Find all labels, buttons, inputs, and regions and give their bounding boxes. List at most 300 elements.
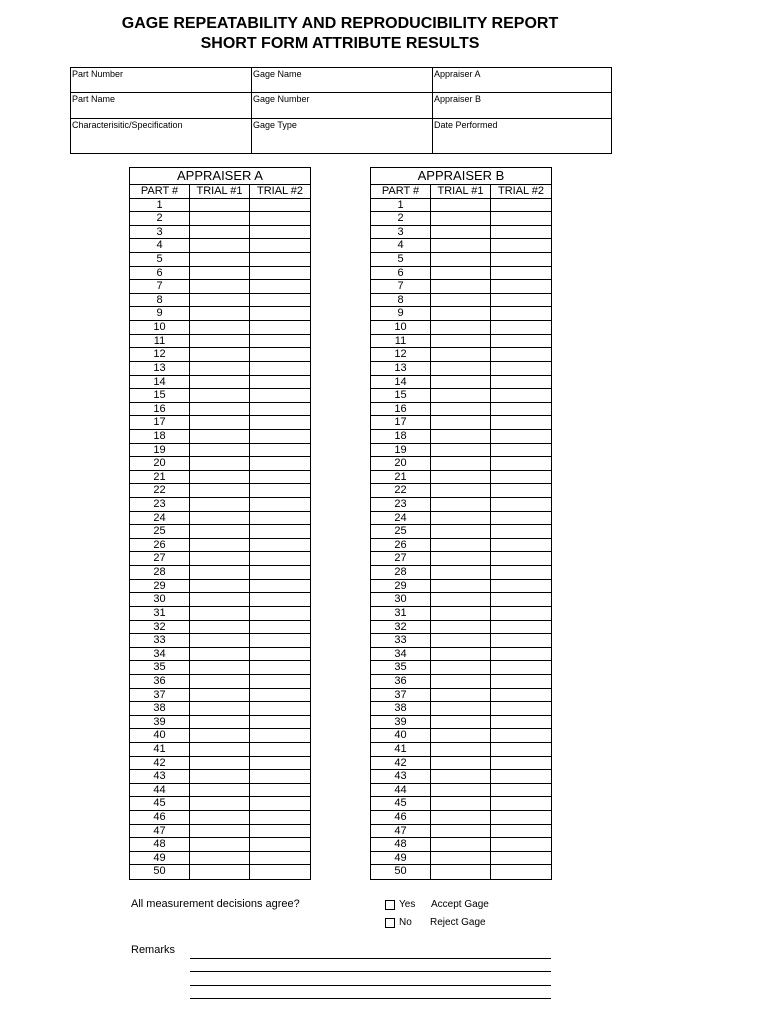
trial-2-cell[interactable] (250, 253, 310, 266)
trial-1-cell[interactable] (190, 825, 250, 838)
part-number-cell: 17 (371, 416, 431, 429)
no-label: No (399, 917, 412, 928)
appraiser-a-title: APPRAISER A (130, 168, 310, 185)
trial-2-cell[interactable] (491, 811, 551, 824)
gage-number-field[interactable]: Gage Number (252, 93, 433, 119)
trial-1-cell[interactable] (190, 362, 250, 375)
yes-checkbox[interactable] (385, 900, 395, 910)
date-performed-field[interactable]: Date Performed (434, 120, 498, 130)
table-row (130, 280, 310, 294)
trial-2-cell[interactable] (250, 580, 310, 593)
trial-1-cell[interactable] (190, 675, 250, 688)
trial-2-cell[interactable] (250, 689, 310, 702)
trial-1-cell[interactable] (431, 675, 491, 688)
remarks-line[interactable] (190, 998, 551, 999)
title-line-1: GAGE REPEATABILITY AND REPRODUCIBILITY REPORT (121, 15, 559, 32)
trial-1-cell[interactable] (190, 376, 250, 389)
trial-1-cell[interactable] (190, 403, 250, 416)
trial-1-cell[interactable] (190, 621, 250, 634)
trial-1-cell[interactable] (431, 362, 491, 375)
part-number-cell: 5 (371, 253, 431, 266)
part-number-cell: 32 (371, 621, 431, 634)
part-number-cell: 28 (130, 566, 190, 579)
trial-2-cell[interactable] (250, 212, 310, 225)
trial-1-cell[interactable] (190, 389, 250, 402)
table-row (130, 770, 310, 784)
trial-1-cell[interactable] (190, 607, 250, 620)
trial-1-cell[interactable] (431, 376, 491, 389)
table-row (130, 484, 310, 498)
trial-1-cell[interactable] (431, 239, 491, 252)
table-row (371, 253, 551, 267)
table-row (371, 403, 551, 417)
trial-1-cell[interactable] (431, 267, 491, 280)
trial-2-cell[interactable] (491, 267, 551, 280)
trial-2-cell[interactable] (250, 525, 310, 538)
trial-2-cell[interactable] (491, 430, 551, 443)
table-row (371, 716, 551, 730)
part-number-cell: 22 (130, 484, 190, 497)
part-number-cell: 9 (130, 307, 190, 320)
trial-2-cell[interactable] (250, 607, 310, 620)
table-row (130, 580, 310, 594)
trial-2-cell[interactable] (491, 212, 551, 225)
trial-2-cell[interactable] (250, 811, 310, 824)
part-number-cell: 31 (371, 607, 431, 620)
trial-1-cell[interactable] (190, 716, 250, 729)
table-row (371, 797, 551, 811)
part-number-cell: 1 (371, 199, 431, 212)
part-number-cell: 38 (371, 702, 431, 715)
trial-1-cell[interactable] (190, 512, 250, 525)
table-row (130, 389, 310, 403)
trial-2-cell[interactable] (250, 729, 310, 742)
trial-2-cell[interactable] (250, 770, 310, 783)
table-row (130, 552, 310, 566)
trial-2-cell[interactable] (250, 865, 310, 879)
trial-1-cell[interactable] (431, 525, 491, 538)
trial-1-cell[interactable] (431, 348, 491, 361)
table-row (130, 226, 310, 240)
trial-1-cell[interactable] (431, 321, 491, 334)
trial-1-cell[interactable] (190, 729, 250, 742)
trial-2-cell[interactable] (491, 471, 551, 484)
table-row (371, 729, 551, 743)
table-row (130, 757, 310, 771)
table-row (371, 471, 551, 485)
table-row (130, 566, 310, 580)
trial-1-cell[interactable] (190, 348, 250, 361)
trial-1-cell[interactable] (431, 770, 491, 783)
trial-1-cell[interactable] (431, 593, 491, 606)
trial-2-cell[interactable] (250, 498, 310, 511)
trial-1-cell[interactable] (190, 239, 250, 252)
part-number-cell: 1 (130, 199, 190, 212)
trial-2-cell[interactable] (491, 512, 551, 525)
part-number-cell: 20 (371, 457, 431, 470)
trial-2-cell[interactable] (491, 770, 551, 783)
trial-2-cell[interactable] (491, 321, 551, 334)
trial-1-cell[interactable] (190, 294, 250, 307)
trial-2-cell[interactable] (491, 348, 551, 361)
trial-1-cell[interactable] (431, 702, 491, 715)
trial-2-cell[interactable] (250, 267, 310, 280)
trial-2-cell[interactable] (491, 852, 551, 865)
trial-1-cell[interactable] (190, 593, 250, 606)
part-number-cell: 13 (130, 362, 190, 375)
part-number-cell: 10 (371, 321, 431, 334)
part-number-cell: 24 (130, 512, 190, 525)
report-title (0, 14, 680, 54)
trial-1-cell[interactable] (190, 566, 250, 579)
trial-1-cell[interactable] (190, 852, 250, 865)
trial-1-cell[interactable] (190, 444, 250, 457)
trial-2-cell[interactable] (491, 457, 551, 470)
part-number-cell: 13 (371, 362, 431, 375)
part-number-cell: 4 (371, 239, 431, 252)
part-number-cell: 45 (371, 797, 431, 810)
trial-2-cell[interactable] (250, 484, 310, 497)
part-number-cell: 15 (371, 389, 431, 402)
part-number-cell: 47 (371, 825, 431, 838)
accept-gage-label: Accept Gage (431, 899, 489, 910)
table-row (371, 552, 551, 566)
trial-2-column-header: TRIAL #2 (497, 185, 545, 197)
trial-2-cell[interactable] (250, 552, 310, 565)
trial-2-cell[interactable] (491, 362, 551, 375)
trial-2-cell[interactable] (250, 335, 310, 348)
trial-2-cell[interactable] (250, 321, 310, 334)
trial-2-cell[interactable] (491, 416, 551, 429)
trial-2-cell[interactable] (250, 389, 310, 402)
trial-1-cell[interactable] (431, 471, 491, 484)
trial-2-cell[interactable] (491, 621, 551, 634)
part-number-cell: 39 (371, 716, 431, 729)
trial-2-cell[interactable] (250, 621, 310, 634)
table-row (371, 593, 551, 607)
trial-2-cell[interactable] (491, 634, 551, 647)
trial-2-cell[interactable] (250, 362, 310, 375)
column-header-row (130, 185, 310, 199)
trial-1-cell[interactable] (431, 607, 491, 620)
trial-1-cell[interactable] (431, 226, 491, 239)
trial-2-cell[interactable] (491, 607, 551, 620)
part-number-cell: 33 (371, 634, 431, 647)
trial-1-cell[interactable] (431, 648, 491, 661)
trial-2-cell[interactable] (250, 852, 310, 865)
trial-1-cell[interactable] (190, 784, 250, 797)
trial-2-cell[interactable] (250, 566, 310, 579)
trial-2-cell[interactable] (250, 825, 310, 838)
part-number-cell: 48 (130, 838, 190, 851)
trial-1-cell[interactable] (190, 498, 250, 511)
trial-2-cell[interactable] (250, 539, 310, 552)
trial-1-cell[interactable] (431, 825, 491, 838)
part-number-cell: 23 (371, 498, 431, 511)
trial-2-cell[interactable] (250, 648, 310, 661)
appraiser-a-field[interactable]: Appraiser A (433, 68, 611, 93)
trial-2-cell[interactable] (250, 307, 310, 320)
table-row (371, 199, 551, 213)
trial-2-cell[interactable] (491, 539, 551, 552)
table-row (130, 648, 310, 662)
trial-2-cell[interactable] (250, 280, 310, 293)
trial-1-cell[interactable] (431, 430, 491, 443)
trial-1-cell[interactable] (190, 212, 250, 225)
trial-1-cell[interactable] (190, 471, 250, 484)
part-name-field[interactable]: Part Name (71, 93, 252, 119)
trial-1-cell[interactable] (431, 621, 491, 634)
trial-2-cell[interactable] (250, 416, 310, 429)
trial-1-cell[interactable] (190, 838, 250, 851)
trial-2-cell[interactable] (491, 403, 551, 416)
trial-1-cell[interactable] (190, 226, 250, 239)
trial-1-cell[interactable] (431, 403, 491, 416)
trial-1-cell[interactable] (190, 865, 250, 879)
trial-2-cell[interactable] (491, 689, 551, 702)
trial-2-cell[interactable] (250, 444, 310, 457)
gage-type-field[interactable]: Gage Type (252, 119, 433, 153)
trial-2-cell[interactable] (250, 743, 310, 756)
table-row (130, 253, 310, 267)
trial-1-cell[interactable] (431, 661, 491, 674)
remarks-label: Remarks (131, 944, 176, 956)
part-number-cell: 42 (371, 757, 431, 770)
trial-1-cell[interactable] (190, 661, 250, 674)
trial-2-cell[interactable] (250, 838, 310, 851)
trial-2-cell[interactable] (491, 376, 551, 389)
part-number-cell: 8 (371, 294, 431, 307)
trial-1-cell[interactable] (431, 253, 491, 266)
trial-1-cell[interactable] (190, 757, 250, 770)
part-number-cell: 39 (130, 716, 190, 729)
trial-2-cell[interactable] (250, 403, 310, 416)
trial-1-cell[interactable] (190, 416, 250, 429)
part-number-cell: 7 (371, 280, 431, 293)
part-number-cell: 44 (371, 784, 431, 797)
trial-2-cell[interactable] (491, 552, 551, 565)
trial-1-cell[interactable] (190, 811, 250, 824)
trial-2-cell[interactable] (250, 512, 310, 525)
trial-2-cell[interactable] (250, 376, 310, 389)
trial-1-cell[interactable] (431, 811, 491, 824)
trial-2-cell[interactable] (250, 716, 310, 729)
no-checkbox[interactable] (385, 918, 395, 928)
trial-1-cell[interactable] (190, 770, 250, 783)
trial-1-cell[interactable] (431, 784, 491, 797)
trial-2-cell[interactable] (491, 335, 551, 348)
trial-1-cell[interactable] (431, 484, 491, 497)
trial-1-cell[interactable] (431, 199, 491, 212)
trial-1-cell[interactable] (431, 580, 491, 593)
trial-2-cell[interactable] (250, 457, 310, 470)
trial-2-cell[interactable] (250, 702, 310, 715)
trial-2-cell[interactable] (491, 838, 551, 851)
trial-2-cell[interactable] (250, 471, 310, 484)
trial-2-cell[interactable] (250, 675, 310, 688)
trial-2-cell[interactable] (250, 661, 310, 674)
trial-2-cell[interactable] (491, 648, 551, 661)
trial-2-cell[interactable] (491, 702, 551, 715)
table-row (130, 321, 310, 335)
trial-1-cell[interactable] (431, 852, 491, 865)
trial-1-cell[interactable] (431, 457, 491, 470)
table-row (371, 661, 551, 675)
part-number-cell: 20 (130, 457, 190, 470)
trial-2-cell[interactable] (491, 743, 551, 756)
trial-2-cell[interactable] (491, 389, 551, 402)
part-number-field[interactable]: Part Number (71, 68, 252, 93)
trial-2-cell[interactable] (491, 716, 551, 729)
trial-1-cell[interactable] (190, 307, 250, 320)
part-number-cell: 29 (130, 580, 190, 593)
part-number-cell: 48 (371, 838, 431, 851)
trial-1-cell[interactable] (431, 797, 491, 810)
trial-2-cell[interactable] (250, 430, 310, 443)
table-row (371, 389, 551, 403)
trial-1-cell[interactable] (190, 525, 250, 538)
trial-2-cell[interactable] (491, 757, 551, 770)
trial-2-cell[interactable] (250, 784, 310, 797)
trial-2-cell[interactable] (250, 226, 310, 239)
trial-2-cell[interactable] (491, 593, 551, 606)
trial-1-cell[interactable] (431, 444, 491, 457)
trial-1-cell[interactable] (190, 267, 250, 280)
trial-1-cell[interactable] (431, 294, 491, 307)
table-row (130, 729, 310, 743)
part-number-cell: 31 (130, 607, 190, 620)
trial-2-cell[interactable] (491, 825, 551, 838)
part-number-cell: 18 (371, 430, 431, 443)
trial-1-cell[interactable] (190, 321, 250, 334)
trial-1-cell[interactable] (190, 199, 250, 212)
trial-2-cell[interactable] (491, 444, 551, 457)
remarks-line[interactable] (190, 971, 551, 972)
trial-1-cell[interactable] (190, 253, 250, 266)
trial-1-cell[interactable] (190, 743, 250, 756)
trial-2-cell[interactable] (491, 675, 551, 688)
trial-1-cell[interactable] (431, 280, 491, 293)
part-column-header: PART # (130, 185, 190, 198)
trial-1-cell[interactable] (431, 307, 491, 320)
trial-2-cell[interactable] (491, 239, 551, 252)
part-number-cell: 25 (371, 525, 431, 538)
trial-2-cell[interactable] (250, 797, 310, 810)
trial-2-cell[interactable] (491, 484, 551, 497)
trial-1-cell[interactable] (431, 566, 491, 579)
yes-option[interactable] (385, 899, 415, 910)
trial-2-cell[interactable] (491, 729, 551, 742)
trial-1-cell[interactable] (431, 552, 491, 565)
trial-2-cell[interactable] (491, 797, 551, 810)
trial-1-cell[interactable] (190, 335, 250, 348)
reject-gage-label: Reject Gage (430, 917, 486, 928)
trial-1-cell[interactable] (431, 689, 491, 702)
part-number-cell: 30 (371, 593, 431, 606)
table-row (130, 743, 310, 757)
trial-1-cell[interactable] (431, 716, 491, 729)
trial-1-cell[interactable] (190, 689, 250, 702)
trial-2-cell[interactable] (491, 307, 551, 320)
trial-1-cell[interactable] (431, 335, 491, 348)
part-number-cell: 37 (371, 689, 431, 702)
trial-2-cell[interactable] (250, 593, 310, 606)
trial-1-cell[interactable] (431, 838, 491, 851)
trial-2-cell[interactable] (491, 784, 551, 797)
remarks-line[interactable] (190, 958, 551, 959)
trial-2-cell[interactable] (491, 280, 551, 293)
trial-2-cell[interactable] (250, 239, 310, 252)
trial-1-cell[interactable] (190, 797, 250, 810)
gage-name-field[interactable]: Gage Name (252, 68, 433, 93)
trial-2-cell[interactable] (491, 199, 551, 212)
trial-2-cell[interactable] (491, 253, 551, 266)
trial-1-cell[interactable] (190, 648, 250, 661)
trial-2-cell[interactable] (491, 566, 551, 579)
remarks-line[interactable] (190, 985, 551, 986)
table-row (130, 784, 310, 798)
table-row (130, 607, 310, 621)
trial-1-cell[interactable] (190, 539, 250, 552)
trial-1-cell[interactable] (431, 416, 491, 429)
trial-2-cell[interactable] (491, 294, 551, 307)
trial-1-cell[interactable] (431, 539, 491, 552)
appraiser-b-field[interactable]: Appraiser B (433, 93, 611, 119)
trial-1-cell[interactable] (190, 634, 250, 647)
agreement-question: All measurement decisions agree? (131, 898, 300, 910)
trial-2-cell[interactable] (491, 525, 551, 538)
characteristic-field[interactable]: Characterisitic/Specification (71, 119, 252, 153)
trial-2-cell[interactable] (250, 199, 310, 212)
trial-2-cell[interactable] (250, 348, 310, 361)
trial-2-cell[interactable] (250, 634, 310, 647)
trial-1-cell[interactable] (190, 457, 250, 470)
trial-1-cell[interactable] (431, 389, 491, 402)
trial-1-cell[interactable] (190, 430, 250, 443)
trial-1-cell[interactable] (431, 729, 491, 742)
part-number-cell: 19 (130, 444, 190, 457)
table-row (130, 634, 310, 648)
trial-2-cell[interactable] (250, 757, 310, 770)
trial-1-cell[interactable] (190, 280, 250, 293)
trial-1-cell[interactable] (431, 757, 491, 770)
table-row (130, 825, 310, 839)
table-row (371, 648, 551, 662)
part-number-cell: 36 (130, 675, 190, 688)
trial-1-cell[interactable] (431, 212, 491, 225)
trial-1-cell[interactable] (431, 865, 491, 879)
trial-1-cell[interactable] (190, 484, 250, 497)
trial-2-cell[interactable] (491, 498, 551, 511)
trial-2-cell[interactable] (491, 580, 551, 593)
trial-2-cell[interactable] (491, 865, 551, 879)
part-number-cell: 14 (130, 376, 190, 389)
trial-1-cell[interactable] (431, 743, 491, 756)
table-row (371, 212, 551, 226)
trial-1-cell[interactable] (190, 552, 250, 565)
trial-1-cell[interactable] (431, 512, 491, 525)
trial-2-cell[interactable] (491, 661, 551, 674)
table-row (371, 498, 551, 512)
no-option[interactable] (385, 917, 412, 928)
trial-2-cell[interactable] (250, 294, 310, 307)
trial-1-cell[interactable] (431, 498, 491, 511)
trial-1-cell[interactable] (431, 634, 491, 647)
trial-2-cell[interactable] (491, 226, 551, 239)
trial-1-cell[interactable] (190, 580, 250, 593)
table-row (371, 675, 551, 689)
trial-1-cell[interactable] (190, 702, 250, 715)
